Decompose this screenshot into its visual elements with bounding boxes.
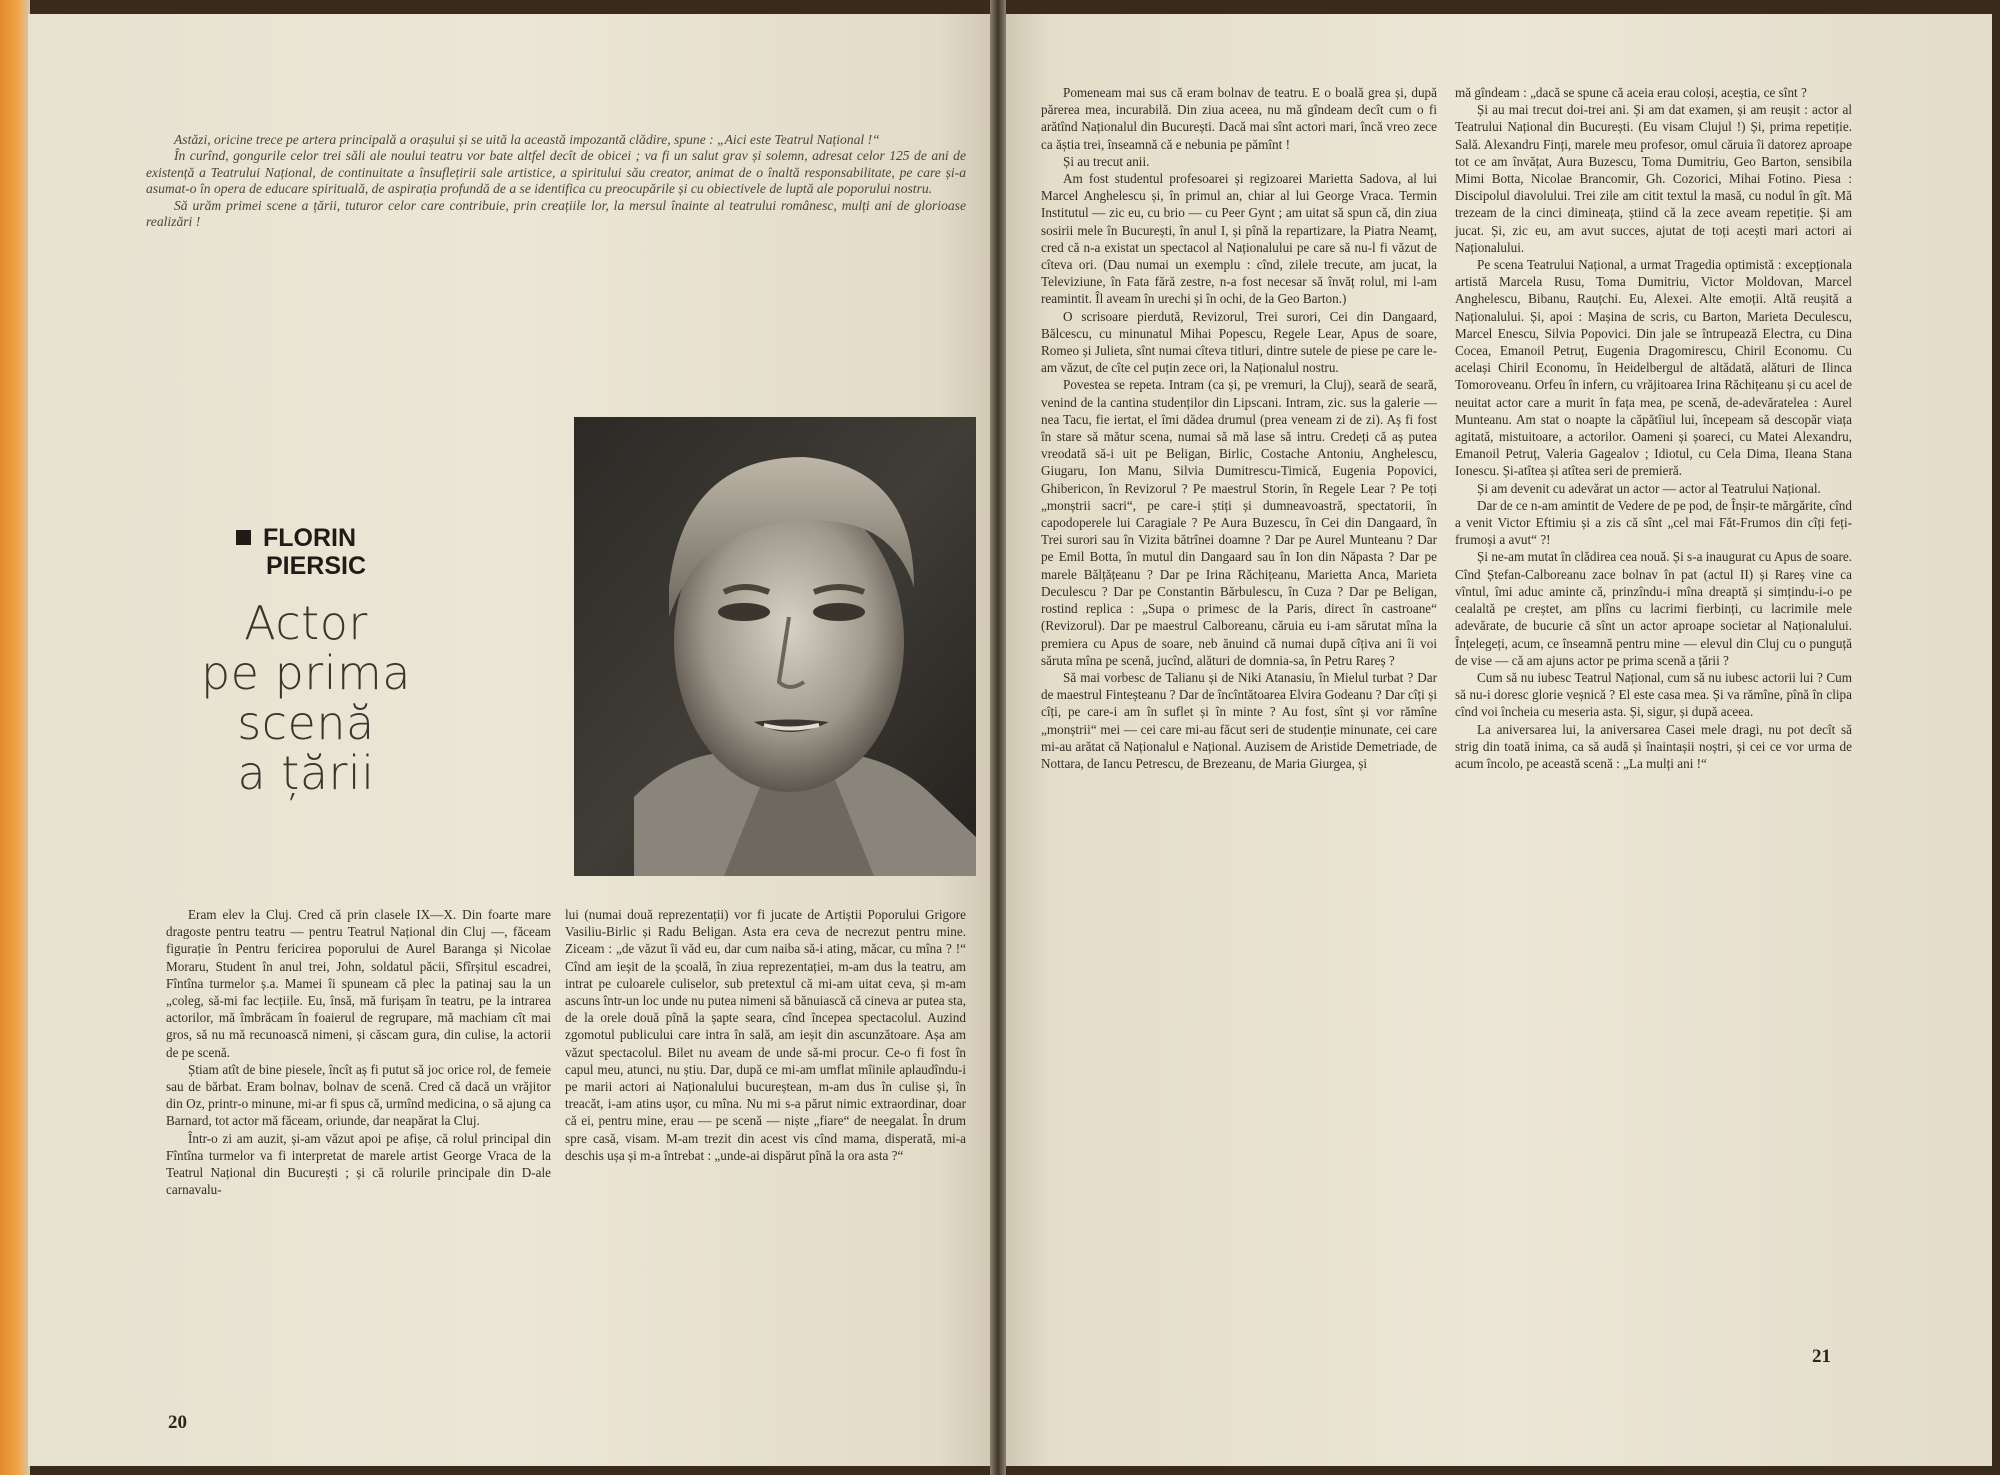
article-column — [1455, 84, 1852, 772]
bullet-square-icon — [236, 530, 251, 545]
paragraph: Cum să nu iubesc Teatrul Național, cum să nu iubesc actorii lui ? Cum să nu-i doresc glorie veșnică ? El este casa mea. Și va rămîne, pînă în clipa cînd voi încheia cu meseria asta. Și, sigur, și după aceea. — [1455, 669, 1852, 720]
paragraph: La aniversarea lui, la aniversarea Casei mele dragi, nu pot decît să strig din toată inima, ca să audă și înaintașii noștri, și cei ce vor urma de acum încolo, pe această scenă : „La mulți ani !“ — [1455, 721, 1852, 771]
paragraph: Și ne-am mutat în clădirea cea nouă. Și s-a inaugurat cu Apus de soare. Cînd Ștefan-Calboreanu zace bolnav în pat (actul II) și Rareș vine ca vîntul, îmi aduc aminte că, prinzîndu-i mîna dreaptă și simțindu-i-o pe cealaltă pe creștet, am plîns cu lacrimi fierbinți, cu lacrimile mele adevărate, de bucurie că sînt un actor aproape societar al Naționalului. Înțelegeți, acum, ce înseamnă pentru mine — elevul din Cluj cu o punguță de vise — că am ajuns actor pe prima scenă a țării ? — [1455, 549, 1852, 668]
cover-edge — [0, 0, 30, 1475]
paragraph: O scrisoare pierdută, Revizorul, Trei surori, Cei din Dangaard, Bălcescu, cu minunatul Mihai Popescu, Regele Lear, Apus de soare, Romeo și Julieta, sînt numai cîteva titluri, dintre sutele de piese pe care le-am văzut, de cîte cel puțin zece ori, la Naționalul nostru. — [1041, 308, 1437, 376]
book-gutter — [990, 0, 1006, 1475]
paragraph: mă gîndeam : „dacă se spune că aceia erau coloși, aceștia, ce sînt ? — [1455, 85, 1807, 100]
author-first-name: FLORIN — [263, 524, 357, 552]
author-name — [136, 524, 476, 580]
article-column — [1041, 84, 1437, 772]
intro-paragraph: În curînd, gongurile celor trei săli ale noului teatru vor bate altfel decît de obicei ; va fi un salut grav și solemn, adresat celor 125 de ani de existență a Teatrului Național, de continuitate a însuflețirii sale artistice, a spiritului său creator, animat de o înaltă responsabilitate, pe care și-a asumat-o în opera de educare spirituală, de aspirația profundă de a se identifica cu preocupările și cu obiectivele de luptă ale poporului nostru. — [146, 148, 966, 197]
author-last-name: PIERSIC — [266, 552, 367, 580]
headline — [136, 524, 476, 798]
paragraph: Pomeneam mai sus că eram bolnav de teatru. E o boală grea și, după părerea mea, incurabilă. Din ziua aceea, nu mă gîndeam decît cum o fi arătînd Naționalul din București. Dacă mai sînt actori mari, încă vreo zece ca ăștia trei, înseamnă că e nebunia pe pămînt ! — [1041, 85, 1437, 152]
paragraph: Știam atît de bine piesele, încît aș fi putut să joc orice rol, de femeie sau de bărbat. Eram bolnav, bolnav de scenă. Cred că dacă un vrăjitor din Oz, printr-o minune, mi-ar fi spus că, urmînd medicina, o să ajung ca Barnard, tot actor mă făceam, oriunde, dar neapărat la Cluj. — [166, 1061, 551, 1129]
paragraph: Și au trecut anii. — [1063, 153, 1150, 169]
article-column — [166, 906, 551, 1198]
page-number: 21 — [1812, 1346, 1831, 1367]
title-line: a țării — [237, 746, 375, 800]
article-column — [565, 906, 966, 1164]
paragraph: Și au mai trecut doi-trei ani. Și am dat examen, și am reușit : actor al Teatrului Național din București. (Eu visam Clujul !) Și, prima repetiție. Sală. Alexandru Finți, marele meu profesor, omul căruia îi datorez aproape tot ce am învățat, Aura Buzescu, Toma Dumitriu, Geo Barton, sensibila Mimi Botta, Nicolae Brancomir, Gh. Cozorici, Mihai Fotino. Piesa : Discipolul diavolului. Trei zile am citit textul la masă, cu nodul în gît. Mă trezeam de la cinci dimineața, știind că la zece aveam repetiție. Și am jucat. Și, zic eu, am avut succes, ajutat de toți acești mari actori ai Naționalului. — [1455, 102, 1852, 255]
page-right — [1000, 14, 1992, 1466]
portrait-photo — [574, 417, 976, 876]
article-title — [136, 598, 476, 798]
paragraph: Dar de ce n-am amintit de Vedere de pe pod, de Înșir-te mărgărite, cînd a venit Victor Eftimiu și a zis că sînt „cel mai Făt-Frumos din cîți feți-frumoși a avut“ ?! — [1455, 497, 1852, 548]
intro-paragraph: Astăzi, oricine trece pe artera principală a orașului și se uită la această impozantă clădire, spune : „Aici este Teatrul Național !“ — [174, 132, 880, 147]
paragraph: Am fost studentul profesoarei și regizoarei Marietta Sadova, al lui Marcel Anghelescu și, în primul an, chiar al lui George Vraca. Termin Institutul — zic eu, cu brio — cu Peer Gynt ; am uitat să spun că, din ziua sosirii mele în București, în anul I, și pînă la repartizare, la Piatra Neamț, cred că n-a existat un spectacol al Naționalului pe care să nu-l fi văzut de cîteva ori. (Dau numai un exemplu : cînd, zilele trecute, am jucat, la Televiziune, în Fata fără zestre, n-a fost necesar să învăț rolul, mi l-am reamintit. Îl aveam în urechi și în ochi, de la Geo Barton.) — [1041, 171, 1437, 307]
paragraph: Într-o zi am auzit, și-am văzut apoi pe afișe, că rolul principal din Fîntîna turmelor va fi interpretat de marele artist George Vraca de la Teatrul Național din București ; și că rolurile principale din D-ale carnavalu- — [166, 1130, 551, 1198]
paragraph: Pe scena Teatrului Național, a urmat Tragedia optimistă : excepționala artistă Marcela Rusu, Toma Dumitriu, Victor Moldovan, Marcel Anghelescu, Bibanu, Rauțchi. Eu, Alexei. Alte emoții. Altă reușită a Naționalului. Și, apoi : Mașina de scris, cu Barton, Marieta Deculescu, Marcel Enescu, Silvia Popovici. Din jale se întrupează Electra, cu Dina Cocea, Emanoil Petruț, Eugenia Dragomirescu, Chiril Economu. Cu același Chiril Economu, în Heidelbergul de altădată, alături de Ilinca Tomoroveanu. Orfeu în infern, cu vrăjitoarea Irina Răchițeanu și cu acel de neuitat actor care a murit în fața mea, pe scenă, de-adevăratelea : Aurel Munteanu. Am stat o noapte la căpătîiul lui, începeam să descopăr viața agitată, mistuitoare, a actorilor. Oameni și șoareci, cu Matei Alexandru, Emanoil Petruț, Valeria Gagealov ; Idiotul, cu Cela Dima, Ileana Stana Ionescu. Și-atîtea și atîtea seri de premieră. — [1455, 257, 1852, 479]
paragraph: lui (numai două reprezentații) vor fi jucate de Artiștii Poporului Grigore Vasiliu-Birlic și Radu Beligan. Asta era ceva de necrezut pentru mine. Ziceam : „de văzut îi văd eu, dar cum naiba să-i ating, măcar, cu mîna ? !“ Cînd am ieșit de la școală, în ziua reprezentației, m-am dus la teatru, am intrat pe culoarele culiselor, sub pretextul că mi-am uitat ceva, și m-am ascuns într-un loc unde nu putea nimeni să bănuiască că cineva ar putea sta, de la orele două pînă la șapte seara, cînd începea spectacolul. Auzind zgomotul publicului care intra în sală, am ieșit din ascunzătoare. Așa am văzut spectacolul. Bilet nu aveam de unde să-mi procur. Ce-o fi fost în capul meu, atunci, nu știu. Dar, după ce mi-am umflat mîinile aplaudîndu-i pe marii actori ai Naționalului bucureștean, m-am dus în culise și, în treacăt, i-am atins ușor, cu mîna. Nu mi s-a părut nimic extraordinar, doar că ei, pentru mine, erau — pe scenă — niște „fiare“ de neegalat. În drum spre casă, visam. M-am trezit din acest vis cînd mama, disperată, mi-a deschis ușa și m-a întrebat : „unde-ai dispărut pînă la ora asta ?“ — [565, 907, 966, 1163]
page-number: 20 — [168, 1412, 187, 1433]
paragraph: Să mai vorbesc de Talianu și de Niki Atanasiu, în Mielul turbat ? Dar de maestrul Finteșteanu ? Dar de încîntătoarea Elvira Godeanu ? Dar cîți și cîți, pe care-i am în suflet și în minte ? Au fost, sînt și vor rămîne „monștrii“ mei — cei care mi-au făcut seri de studenție minunate, cei care mi-au arătat că Naționalul e Național. Auzisem de Aristide Demetriade, de Nottara, de Iancu Petrescu, de Brezeanu, de Maria Giurgea, și — [1041, 669, 1437, 771]
title-line: pe prima scenă — [200, 646, 411, 750]
title-line: Actor — [244, 596, 368, 650]
intro-paragraph: Să urăm primei scene a țării, tuturor celor care contribuie, prin creațiile lor, la mersul înainte al teatrului românesc, mulți ani de glorioase realizări ! — [146, 197, 966, 230]
paragraph: Eram elev la Cluj. Cred că prin clasele IX—X. Din foarte mare dragoste pentru teatru — pentru Teatrul Național din Cluj —, făceam figurație în Pentru fericirea poporului de Aurel Baranga și Nicolae Moraru, Student în anul trei, John, soldatul păcii, Sfîrșitul escadrei, Fîntîna turmelor ș.a. Mamei îi spuneam că plec la patinaj sau la un „coleg, să-mi fac lecțiile. Eu, însă, mă furișam în teatru, pe la intrarea actorilor, mă îmbrăcam în foaierul de regrupare, mă machiam cît mai gros, să nu mă recunoască nimeni, și căscam gura, din culise, la actorii de pe scenă. — [166, 907, 551, 1060]
page-left — [28, 14, 996, 1466]
paragraph: Povestea se repeta. Intram (ca și, pe vremuri, la Cluj), seară de seară, venind de la cantina studenților din Lipscani. Intram, zic. sus la galerie — nea Tacu, fie iertat, el îmi dădea drumul (prea veneam zi de zi). Aș fi fost în stare să mătur scena, numai să mă lase să intru. Credeți că aș putea vreodată să-i uit pe Beligan, Birlic, Costache Antoniu, Anghelescu, Giugaru, Ion Manu, Silvia Dumitrescu-Timică, Eugenia Popovici, Ghibericon, în Revizorul ? Pe maestrul Storin, în Regele Lear ? Pe toți „monștrii sacri“, pe care-i știți și dumneavoastră, spectatorii, în capodoperele lui Caragiale ? Pe Aura Buzescu, în Cei din Dangaard, în Trei surori sau în Vizita bătrînei doamne ? Dar pe Aurel Munteanu ? Dar pe Emil Botta, în mutul din Dangaard sau în Ion din Năpasta ? Dar pe marele Bălțățeanu ? Dar pe Irina Răchițeanu, Marietta Anca, Marieta Deculescu ? Dar pe Constantin Bărbulescu, în Cuza ? Dar pe Beligan, rostind replica : „Supa o primesc de la Paris, direct în castroane“ (Revizorul). Dar pe maestrul Calboreanu, căruia eu i-am sărutat mîna la premiera cu Apus de soare, neb ănuind că numai după cîțiva ani îi voi săruta mîna pe scenă, jucînd, alături de domnia-sa, în Petru Rareș ? — [1041, 377, 1437, 668]
intro-italic — [146, 132, 966, 230]
paragraph: Și am devenit cu adevărat un actor — actor al Teatrului Național. — [1477, 480, 1821, 496]
